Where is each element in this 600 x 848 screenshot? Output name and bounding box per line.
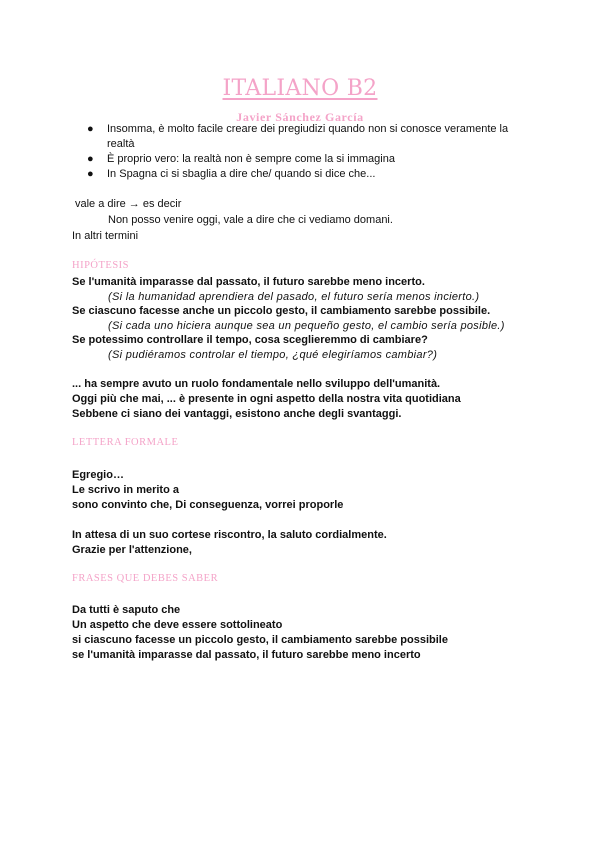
lettera-line-2: Le scrivo in merito a	[72, 484, 179, 496]
vale-a-dire-line: vale a dire → es decir	[75, 198, 182, 210]
bullet-text: Insomma, è molto facile creare dei pregiudizi quando non si conosce veramente la realtà	[107, 123, 509, 150]
ipotesis-sentence-3: Se potessimo controllare il tempo, cosa sceglieremmo di cambiare?	[72, 334, 428, 346]
frase-line-2: Un aspetto che deve essere sottolineato	[72, 619, 283, 631]
frase-line-3: si ciascuno facesse un piccolo gesto, il cambiamento sarebbe possibile	[72, 634, 448, 646]
lettera-line-1: Egregio…	[72, 469, 124, 481]
list-item	[72, 122, 532, 152]
bullet-icon: ●	[87, 168, 94, 180]
lettera-closing-1: In attesa di un suo cortese riscontro, la saluto cordialmente.	[72, 529, 387, 541]
ipotesis-sentence-2: Se ciascuno facesse anche un piccolo gesto, il cambiamento sarebbe possibile.	[72, 305, 491, 317]
section-heading-lettera: LETTERA FORMALE	[72, 437, 179, 448]
bullet-icon: ●	[87, 123, 94, 135]
list-item	[72, 152, 532, 167]
section-heading-ipotesis: HIPÓTESIS	[72, 260, 130, 271]
intro-bullet-list	[72, 122, 532, 182]
ipotesis-sentence-1: Se l'umanità imparasse dal passato, il futuro sarebbe meno incerto.	[72, 276, 425, 288]
section-heading-frases: FRASES QUE DEBES SABER	[72, 573, 219, 584]
frase-line-4: se l'umanità imparasse dal passato, il futuro sarebbe meno incerto	[72, 649, 421, 661]
lettera-closing-2: Grazie per l'attenzione,	[72, 544, 192, 556]
bullet-icon: ●	[87, 153, 94, 165]
list-item	[72, 167, 532, 182]
extra-line-2: Oggi più che mai, ... è presente in ogni aspetto della nostra vita quotidiana	[72, 393, 461, 405]
page-title: ITALIANO B2	[222, 76, 378, 101]
vale-a-dire-example: Non posso venire oggi, vale a dire che ci vediamo domani.	[108, 214, 393, 226]
author-name: Javier Sánchez García	[236, 110, 364, 124]
altri-termini-line: In altri termini	[72, 230, 139, 242]
bullet-text: È proprio vero: la realtà non è sempre come la si immagina	[107, 153, 395, 165]
ipotesis-translation-1: (Si la humanidad aprendiera del pasado, el futuro sería menos incierto.)	[108, 291, 480, 303]
extra-line-3: Sebbene ci siano dei vantaggi, esistono anche degli svantaggi.	[72, 408, 402, 420]
bullet-text: In Spagna ci si sbaglia a dire che/ quando si dice che...	[107, 168, 376, 180]
extra-line-1: ... ha sempre avuto un ruolo fondamentale nello sviluppo dell'umanità.	[72, 378, 441, 390]
ipotesis-translation-3: (Si pudiéramos controlar el tiempo, ¿qué elegiríamos cambiar?)	[108, 349, 438, 361]
lettera-line-3: sono convinto che, Di conseguenza, vorrei proporle	[72, 499, 344, 511]
frase-line-1: Da tutti è saputo che	[72, 604, 181, 616]
ipotesis-translation-2: (Si cada uno hiciera aunque sea un pequeño gesto, el cambio sería posible.)	[108, 320, 505, 332]
